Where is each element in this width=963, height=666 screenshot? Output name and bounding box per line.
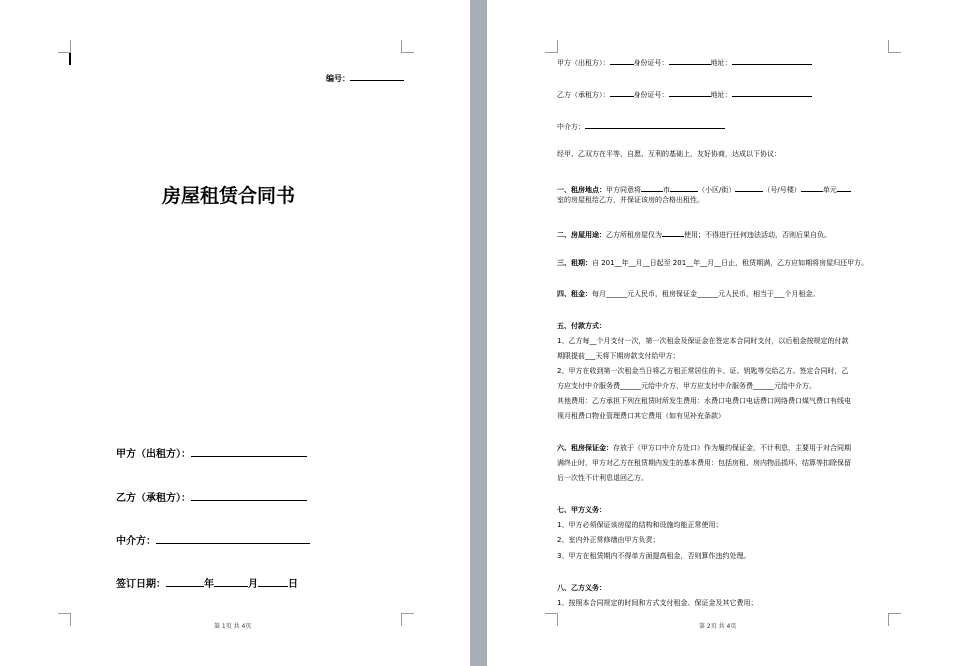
section-3: 三、租期：自 201__年__月__日起至 201__年__月__日止，租赁期满，乙方应如期将房屋归还甲方。 — [557, 259, 869, 267]
section-5-line: 1、乙方每__个月支付一次，第一次租金及保证金在签定本合同时支付，以后租金按规定的付款 — [557, 337, 849, 345]
section-7-line: 2、室内外正常修缮由甲方负责； — [557, 536, 660, 544]
crop-mark — [58, 40, 71, 53]
text-cursor — [69, 53, 71, 65]
section-7-line: 3、甲方在租赁期内不得单方面提高租金，否则算作违约处理。 — [557, 552, 751, 560]
document-page-1[interactable] — [0, 0, 470, 666]
agent-field: 中介方： — [116, 532, 310, 547]
section-6-line1: 六、租房保证金：存放于（甲方口中介方处口）作为履约保证金，不计利息，主要用于对合同期 — [557, 444, 851, 452]
section-5-line: 2、甲方在收到第一次租金当日将乙方租正常居住的卡、证、钥匙等交给乙方。签定合同时，乙 — [557, 367, 849, 375]
crop-mark — [401, 613, 414, 626]
party-b-field: 乙方（承租方）： — [116, 489, 307, 504]
crop-mark — [888, 613, 901, 626]
section-5-title: 五、付款方式： — [557, 322, 606, 330]
section-2: 二、房屋用途：乙方所租房屋仅为 使用；不得进行任何违法活动，否则后果自负。 — [557, 226, 831, 240]
intro-text: 经甲、乙双方在平等、自愿、互利的基础上，友好协商，达成以下协议： — [557, 150, 781, 158]
page-gap — [470, 0, 487, 666]
party-a-field: 甲方（出租方）： — [116, 445, 307, 460]
document-title: 房屋租赁合同书 — [162, 185, 296, 207]
page-footer: 第 2页 共 4页 — [699, 623, 737, 630]
section-5-line: 方应支付中介服务费______元给中介方，甲方应支付中介服务费______元给中介方。 — [557, 382, 816, 390]
party-b-line: 乙方（承租方）： 身份证号： 地址： — [557, 86, 812, 100]
section-6-line: 满终止时，甲方对乙方在租赁期内发生的基本费用：包括房租、房内物品损坏、结算等扣除保留 — [557, 459, 851, 467]
contract-number: 编号： — [326, 70, 404, 84]
page-footer: 第 1页 共 4页 — [214, 623, 252, 630]
section-4: 四、租金：每月______元人民币，租房保证金______元人民币，相当于___个月租金。 — [557, 290, 820, 298]
document-page-2[interactable] — [487, 0, 963, 666]
section-5-line: 视月租费口物业管理费口其它费用（如有见补充条款） — [557, 412, 725, 420]
section-6-line: 后一次性不计利息退回乙方。 — [557, 474, 648, 482]
section-8-line: 1、按照本合同规定的时间和方式支付租金、保证金及其它费用； — [557, 599, 758, 607]
section-8-title: 八、乙方义务： — [557, 584, 606, 592]
section-1-line1: 一、租房地点：甲方同意将 市 （小区/街） （号/号楼） 单元 — [557, 181, 851, 195]
section-5-line: 其他费用：乙方承担下列在租赁时所发生费用：水费口电费口电话费口网络费口煤气费口有线电 — [557, 397, 851, 405]
agent-line: 中介方： — [557, 118, 725, 132]
crop-mark — [545, 613, 558, 626]
section-7-title: 七、甲方义务： — [557, 506, 606, 514]
section-1-line2: 室的房屋租给乙方，并保证该房的合格出租性。 — [557, 196, 704, 204]
section-7-line: 1、甲方必须保证该房屋的结构和设施均能正常使用； — [557, 521, 723, 529]
crop-mark — [545, 40, 558, 53]
crop-mark — [888, 40, 901, 53]
crop-mark — [401, 40, 414, 53]
party-a-line: 甲方（出租方）： 身份证号： 地址： — [557, 54, 812, 68]
sign-date-field: 签订日期： 年 月 日 — [116, 575, 298, 590]
crop-mark — [58, 613, 71, 626]
section-5-line: 期限提前___天将下期房款支付给甲方； — [557, 352, 680, 360]
